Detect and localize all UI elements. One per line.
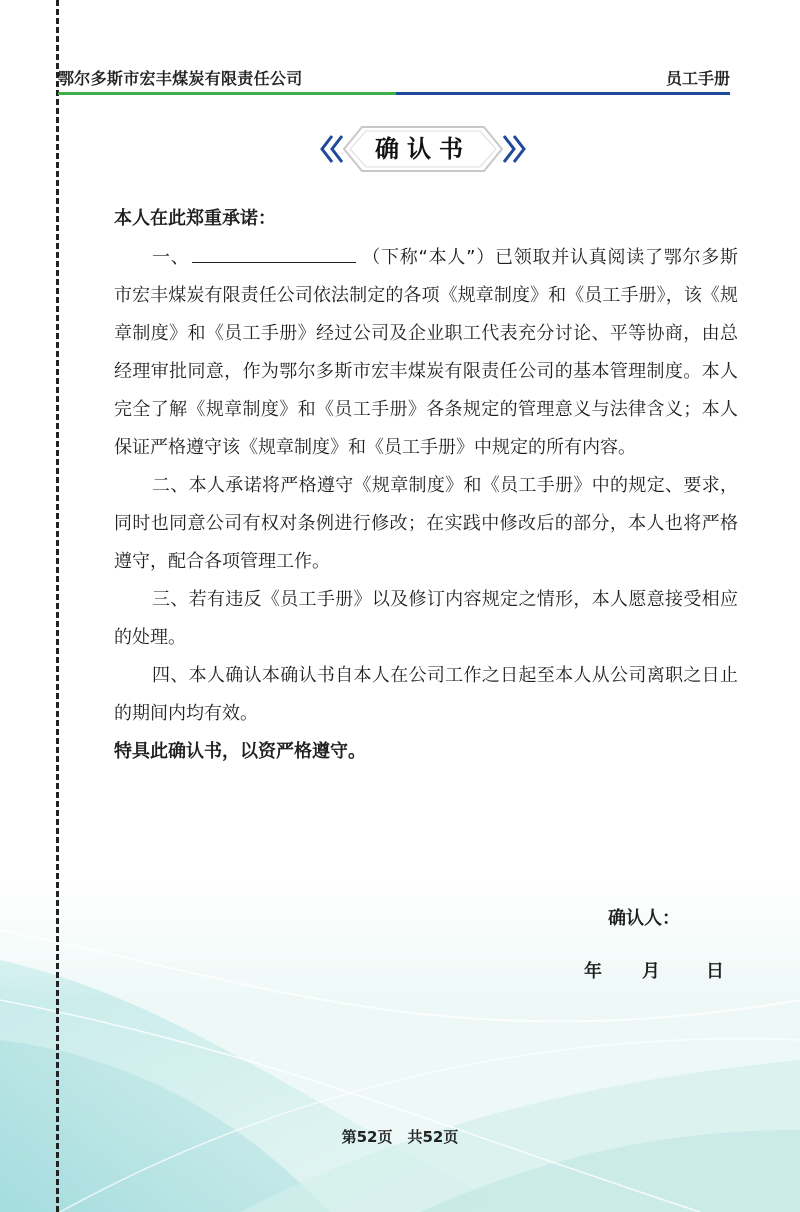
date-day-label: 日 xyxy=(706,961,724,982)
header-company-name: 鄂尔多斯市宏丰煤炭有限责任公司 xyxy=(58,69,303,88)
header-rule-green xyxy=(58,92,396,95)
document-body xyxy=(114,200,738,771)
page-number: 第52页 共52页 xyxy=(341,1128,459,1146)
header-rule-blue xyxy=(396,92,730,95)
title-banner xyxy=(318,124,528,174)
date-row xyxy=(584,957,724,983)
paragraph-1-text: （下称“本人”）已领取并认真阅读了鄂尔多斯市宏丰煤炭有限责任公司依法制定的各项《规章制度》和《员工手册》，该《规章制度》和《员工手册》经过公司及企业职工代表充分讨论、平等协商，由总经理审批同意，作为鄂尔多斯市宏丰煤炭有限责任公司的基本管理制度。本人完全了解《规章制度》和《员工手册》各条规定的管理意义与法律含义；本人保证严格遵守该《规章制度》和《员工手册》中规定的所有内容。 xyxy=(114,247,738,458)
paragraph-3: 三、若有违反《员工手册》以及修订内容规定之情形，本人愿意接受相应的处理。 xyxy=(114,589,738,648)
intro-line: 本人在此郑重承诺： xyxy=(114,208,276,229)
paragraph-1-prefix: 一、 xyxy=(152,247,190,268)
paragraph-2: 二、本人承诺将严格遵守《规章制度》和《员工手册》中的规定、要求，同时也同意公司有权对条例进行修改；在实践中修改后的部分，本人也将严格遵守，配合各项管理工作。 xyxy=(114,475,738,572)
confirmer-label: 确认人： xyxy=(608,908,680,929)
name-blank-line[interactable] xyxy=(192,238,356,263)
closing-line: 特具此确认书，以资严格遵守。 xyxy=(114,741,366,762)
cut-dashed-line xyxy=(56,0,59,1212)
document-title: 确认书 xyxy=(375,135,471,163)
date-month-label: 月 xyxy=(642,961,660,982)
paragraph-1 xyxy=(114,238,738,467)
header-document-name: 员工手册 xyxy=(665,69,730,88)
date-year-label: 年 xyxy=(584,961,602,982)
paragraph-4: 四、本人确认本确认书自本人在公司工作之日起至本人从公司离职之日止的期间内均有效。 xyxy=(114,665,738,724)
